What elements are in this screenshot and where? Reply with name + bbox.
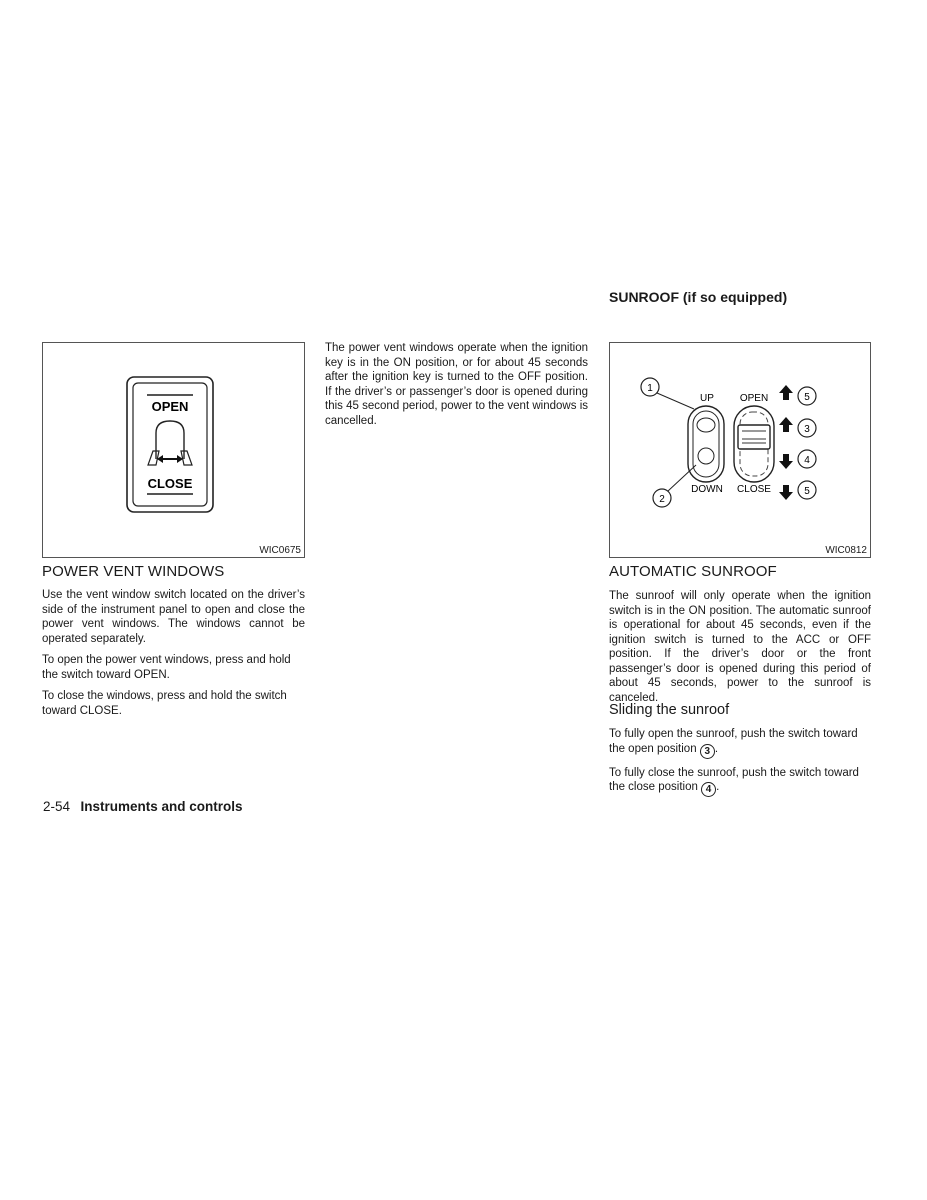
sliding-sunroof-title: Sliding the sunroof: [609, 702, 730, 718]
automatic-sunroof-title: AUTOMATIC SUNROOF: [609, 563, 777, 580]
vent-paragraph-2: To open the power vent windows, press and hold the switch toward OPEN.: [42, 654, 291, 681]
callout-4: 4: [804, 455, 810, 466]
callout-3: 3: [804, 424, 810, 435]
vent-operation-paragraph: The power vent windows operate when the ignition key is in the ON position, or for about 45 seconds after the ignition key is turned to the OFF position. If the driver’s or passenger’s door is opened during this 45 second period, power to the vent windows is cancelled.: [325, 342, 588, 427]
open-label: OPEN: [739, 393, 769, 404]
open-up-arrow: [779, 385, 793, 400]
vent-switch-illustration: [43, 343, 304, 557]
sunroof-section-heading: SUNROOF (if so equipped): [609, 289, 788, 305]
sliding-open-paragraph: To fully open the sunroof, push the switch toward the open position 3 .: [609, 728, 858, 757]
vent-figure-code: WIC0675: [259, 545, 301, 556]
page-number: 2-54: [43, 799, 71, 814]
automatic-sunroof-body: [609, 589, 871, 705]
sunroof-figure-code: WIC0812: [825, 545, 867, 556]
middle-column: [325, 341, 588, 428]
callout-1: 1: [647, 383, 653, 394]
sliding-close-text: To fully close the sunroof, push the switch toward the close position: [609, 766, 859, 793]
power-vent-windows-title: POWER VENT WINDOWS: [42, 563, 225, 580]
vent-close-label: CLOSE: [147, 476, 193, 491]
up-label: UP: [700, 393, 714, 404]
sunroof-switch-figure: [609, 342, 871, 558]
ref-3-icon: 3: [700, 744, 715, 759]
sliding-close-paragraph: To fully close the sunroof, push the switch toward the close position 4 .: [609, 766, 859, 795]
close-down-arrow: [779, 485, 793, 500]
callout-5-top: 5: [804, 392, 810, 403]
sunroof-switch-illustration: [610, 343, 870, 557]
slide-up-arrow: [779, 417, 793, 432]
callout-5-bottom: 5: [804, 486, 810, 497]
automatic-sunroof-paragraph: The sunroof will only operate when the ignition switch is in the ON position. The automatic sunroof is operational for about 45 seconds, even if the ignition switch is turned to the ACC or OFF position. If the driver’s door or the front passenger’s door is opened during this period of about 45 seconds, power to the sunroof is canceled.: [609, 590, 871, 704]
chapter-title: Instruments and controls: [80, 799, 243, 814]
down-label: DOWN: [691, 484, 723, 495]
close-label: CLOSE: [737, 484, 771, 495]
page-footer: [43, 798, 243, 816]
vent-paragraph-3: To close the windows, press and hold the switch toward CLOSE.: [42, 690, 287, 717]
vent-switch-figure: [42, 342, 305, 558]
power-vent-windows-body: [42, 588, 305, 718]
sliding-sunroof-body: [609, 727, 871, 797]
vent-open-label: OPEN: [151, 399, 189, 414]
vent-paragraph-1: Use the vent window switch located on the driver’s side of the instrument panel to open and close the power vent windows. The windows cannot be operated separately.: [42, 589, 305, 645]
ref-4-icon: 4: [701, 782, 716, 797]
sliding-open-text: To fully open the sunroof, push the switch toward the open position: [609, 728, 858, 755]
slide-down-arrow: [779, 454, 793, 469]
callout-2: 2: [659, 494, 665, 505]
